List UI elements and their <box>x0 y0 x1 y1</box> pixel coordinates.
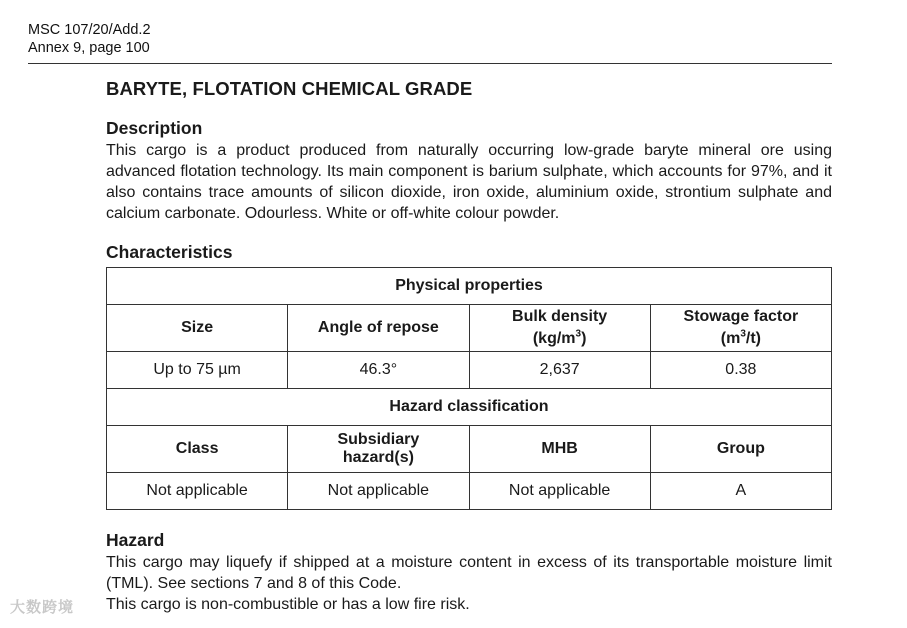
stowage-factor-label: Stowage factor <box>683 307 799 325</box>
physical-values-row <box>107 352 832 389</box>
stowage-factor-unit: $(m^3/t)$ <box>720 328 761 348</box>
group-value: A <box>650 473 831 510</box>
header-rule <box>28 63 832 64</box>
mhb-header: MHB <box>469 426 650 473</box>
page-header <box>28 21 151 57</box>
watermark: 大数跨境 <box>10 599 75 616</box>
hazard-header-row <box>107 426 832 473</box>
annex-page: Annex 9, page 100 <box>28 40 150 56</box>
bulk-density-unit: $(kg/m^3)$ <box>532 328 587 348</box>
stowage-factor-value: 0.38 <box>650 352 831 389</box>
hazard-text-combustible: This cargo is non-combustible or has a low fire risk. <box>106 596 470 613</box>
hazard-heading: Hazard <box>106 530 165 550</box>
angle-value: 46.3° <box>288 352 469 389</box>
class-value: Not applicable <box>107 473 288 510</box>
doc-reference: MSC 107/20/Add.2 <box>28 22 151 38</box>
angle-header: Angle of repose <box>288 305 469 352</box>
hazard-classification-row <box>107 389 832 426</box>
group-header: Group <box>650 426 831 473</box>
size-value: Up to 75 µm <box>107 352 288 389</box>
cargo-title: BARYTE, FLOTATION CHEMICAL GRADE <box>106 78 473 99</box>
description-text: This cargo is a product produced from naturally occurring low-grade baryte mineral ore using advanced flotation technology. Its main component is barium sulphate, which accounts for 97%, and it also contains trace amounts of silicon dioxide, iron oxide, aluminium oxide, strontium sulphate and calcium carbonate. Odourless. White or off-white colour powder. <box>106 142 832 222</box>
mhb-value: Not applicable <box>469 473 650 510</box>
bulk-density-value: 2,637 <box>469 352 650 389</box>
physical-properties-heading: Physical properties <box>107 268 832 305</box>
bulk-density-label: Bulk density <box>512 307 608 325</box>
subsidiary-value: Not applicable <box>288 473 469 510</box>
class-header: Class <box>107 426 288 473</box>
hazard-text-liquefy: This cargo may liquefy if shipped at a moisture content in excess of its transportable moisture limit (TML). See sections 7 and 8 of this Code. <box>106 554 832 592</box>
size-header: Size <box>107 305 288 352</box>
physical-properties-row <box>107 268 832 305</box>
characteristics-heading: Characteristics <box>106 242 233 262</box>
hazard-classification-heading: Hazard classification <box>107 389 832 426</box>
stowage-factor-header <box>650 305 831 352</box>
subsidiary-header: Subsidiary hazard(s) <box>288 426 469 473</box>
hazard-values-row <box>107 473 832 510</box>
description-heading: Description <box>106 118 203 138</box>
bulk-density-header <box>469 305 650 352</box>
document-body <box>106 76 832 615</box>
characteristics-table <box>106 267 832 510</box>
physical-header-row <box>107 305 832 352</box>
